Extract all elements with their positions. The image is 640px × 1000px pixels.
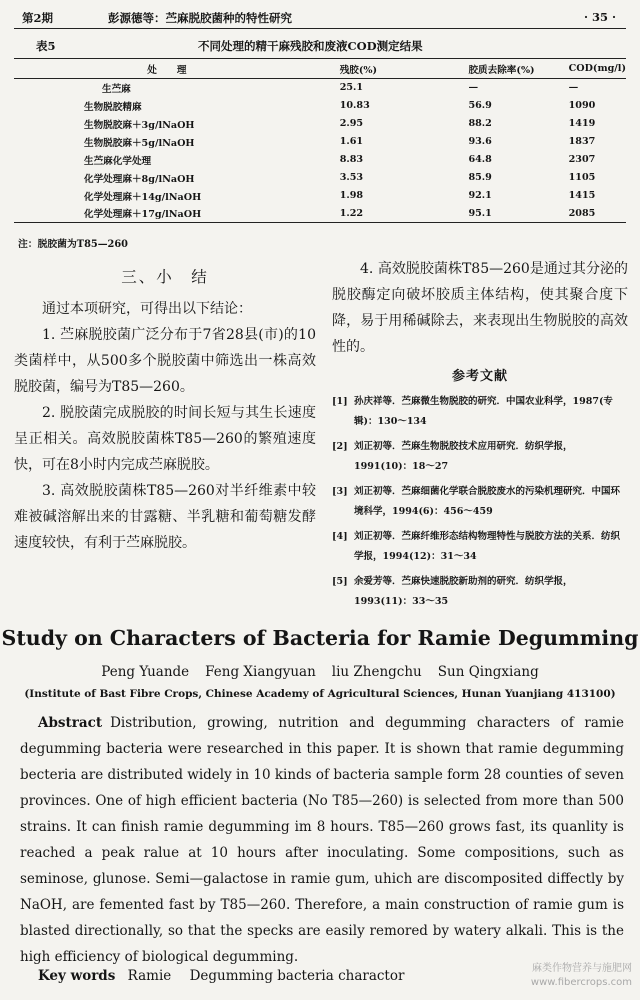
keywords	[38, 968, 418, 984]
reference-item	[332, 482, 628, 522]
table-row	[14, 169, 626, 187]
cell-removal: 93.6	[468, 136, 492, 147]
cell-cod: 1105	[568, 172, 596, 183]
cell-cod: 2307	[568, 154, 596, 165]
table-row	[14, 79, 626, 97]
section-heading: 三、小 结	[121, 268, 209, 286]
cell-removal: 95.1	[468, 207, 492, 219]
reference-text: 刘正初等．苎麻纤维形态结构物理特性与脱胶方法的关系．纺织学报，1994(12)：31～34	[354, 531, 621, 562]
reference-list	[332, 392, 628, 612]
running-header	[14, 6, 626, 29]
col-treatment: 处理	[147, 64, 207, 76]
cell-treatment: 生物脱胶精麻	[84, 101, 142, 113]
summary-point-4: 4. 高效脱胶菌株T85—260是通过其分泌的脱胶酶定向破坏胶质主体结构，使其聚合度下降，易于用稀碱除去，来表现出生物脱胶的高效性的。	[332, 261, 628, 355]
reference-item	[332, 392, 628, 432]
summary-right-column	[332, 256, 628, 617]
summary-left-column	[14, 256, 316, 556]
english-institute: (Institute of Bast Fibre Crops, Chinese Academy of Agricultural Sciences, Hunan Yuanjiang 413100)	[24, 688, 616, 700]
table-row	[14, 97, 626, 115]
table-title: 不同处理的精干麻残胶和废液COD测定结果	[198, 39, 423, 53]
col-removal: 胶质去除率(%)	[468, 64, 535, 76]
table-caption	[14, 36, 626, 54]
reference-number: [4]	[332, 531, 348, 542]
author-name: Sun Qingxiang	[437, 664, 539, 680]
reference-item	[332, 527, 628, 567]
keyword: Ramie	[127, 968, 172, 984]
reference-number: [5]	[332, 576, 348, 587]
cell-cod: 1419	[568, 118, 596, 129]
cell-cod: 1415	[568, 190, 596, 201]
summary-point-3: 3. 高效脱胶菌株T85—260对半纤维素中较难被碱溶解出来的甘露糖、半乳糖和葡萄糖发酵速度较快，有利于苎麻脱胶。	[14, 483, 316, 551]
english-abstract	[20, 710, 624, 970]
cell-treatment: 化学处理麻＋8g/lNaOH	[84, 173, 195, 185]
running-title: 彭源德等：苎麻脱胶菌种的特性研究	[108, 11, 292, 25]
table-row	[14, 205, 626, 223]
cell-cod: 2085	[568, 207, 596, 219]
watermark-cn: 麻类作物营养与施肥网	[532, 963, 632, 974]
table-note: 注：脱胶菌为T85—260	[18, 239, 128, 250]
cell-treatment: 化学处理麻＋17g/lNaOH	[84, 209, 202, 221]
issue-number: 第2期	[22, 11, 54, 25]
keywords-label: Key words	[38, 968, 116, 984]
cell-residual: 1.61	[339, 136, 364, 147]
reference-text: 刘正初等．苎麻细菌化学联合脱胶废水的污染机理研究．中国环境科学，1994(6)：456～459	[354, 486, 621, 517]
reference-item	[332, 572, 628, 612]
col-residual: 残胶(%)	[339, 64, 378, 76]
watermark-url: www.fibercrops.com	[530, 977, 632, 988]
english-title: Study on Characters of Bacteria for Ramie Degumming	[1, 626, 639, 650]
cell-treatment: 生物脱胶麻＋5g/lNaOH	[84, 137, 195, 149]
cell-treatment: 化学处理麻＋14g/lNaOH	[84, 191, 202, 203]
table-row	[14, 133, 626, 151]
author-name: Feng Xiangyuan	[205, 664, 316, 680]
results-table	[14, 58, 626, 223]
summary-point-1: 1. 苎麻脱胶菌广泛分布于7省28县(市)的10类菌样中，从500多个脱胶菌中筛选出一株高效脱胶菌，编号为T85—260。	[14, 327, 316, 395]
cell-residual: 1.98	[339, 190, 364, 201]
abstract-label: Abstract	[38, 715, 103, 731]
cell-residual: 8.83	[339, 154, 364, 165]
reference-text: 刘正初等．苎麻生物脱胶技术应用研究．纺织学报，1991(10)：18～27	[354, 441, 573, 472]
cell-residual: 25.1	[339, 82, 364, 94]
author-name: liu Zhengchu	[331, 664, 422, 680]
watermark	[531, 962, 632, 990]
cell-cod: 1837	[568, 136, 596, 147]
cell-treatment: 生物脱胶麻＋3g/lNaOH	[84, 119, 195, 131]
cell-removal: 64.8	[468, 154, 492, 165]
reference-number: [2]	[332, 441, 348, 452]
table-row	[14, 151, 626, 169]
cell-removal: 56.9	[468, 100, 492, 111]
table-number: 表5	[36, 39, 56, 53]
cell-residual: 3.53	[339, 172, 364, 183]
cell-removal: —	[468, 82, 479, 94]
cell-removal: 92.1	[468, 190, 492, 201]
cell-removal: 85.9	[468, 172, 492, 183]
cell-cod: —	[568, 82, 579, 94]
summary-intro: 通过本项研究，可得出以下结论：	[42, 301, 252, 317]
page-number: · 35 ·	[583, 10, 616, 24]
cell-treatment: 生苎麻化学处理	[84, 155, 152, 167]
abstract-text: Distribution, growing, nutrition and degumming characters of ramie degumming bacteria were researched in this paper. It is shown that ramie degumming becteria are distributed widely in 10 kinds of bacteria sample form 28 counties of seven provinces. One of high efficient bacteria (No T85—260) is selected from more than 500 strains. It can finish ramie degumming im 8 hours. T85—260 grows fast, its quanlity is reached a peak ralue at 10 hours after inoculating. Some compositions, such as seminose, glunose. Semi—galactose in ramie gum, uhich are discomposited diffectly by NaOH, are femented fast by T85—260. Therefore, a main construction of ramie gum is blasted directionally, so that the specks are easily remored by watery alkali. This is the high efficiency of biological degumming.	[20, 715, 624, 965]
summary-point-2: 2. 脱胶菌完成脱胶的时间长短与其生长速度呈正相关。高效脱胶菌株T85—260的繁殖速度快，可在8小时内完成苎麻脱胶。	[14, 405, 316, 473]
references-heading: 参考文献	[451, 369, 508, 384]
cell-residual: 1.22	[339, 207, 364, 219]
cell-residual: 2.95	[339, 118, 364, 129]
reference-number: [3]	[332, 486, 348, 497]
author-name: Peng Yuande	[101, 664, 190, 680]
reference-text: 余爱芳等．苎麻快速脱胶新助剂的研究．纺织学报，1993(11)：33～35	[354, 576, 573, 607]
table-header-row	[14, 59, 626, 79]
reference-text: 孙庆祥等．苎麻微生物脱胶的研究．中国农业科学，1987(专辑)：130～134	[354, 396, 613, 427]
reference-number: [1]	[332, 396, 348, 407]
table-row	[14, 187, 626, 205]
cell-cod: 1090	[568, 100, 596, 111]
cell-treatment: 生苎麻	[102, 83, 131, 95]
table-row	[14, 115, 626, 133]
keyword: Degumming bacteria charactor	[189, 968, 405, 984]
english-authors	[0, 664, 640, 680]
cell-residual: 10.83	[339, 100, 370, 111]
cell-removal: 88.2	[468, 118, 492, 129]
reference-item	[332, 437, 628, 477]
col-cod: COD(mg/l)	[568, 63, 626, 74]
